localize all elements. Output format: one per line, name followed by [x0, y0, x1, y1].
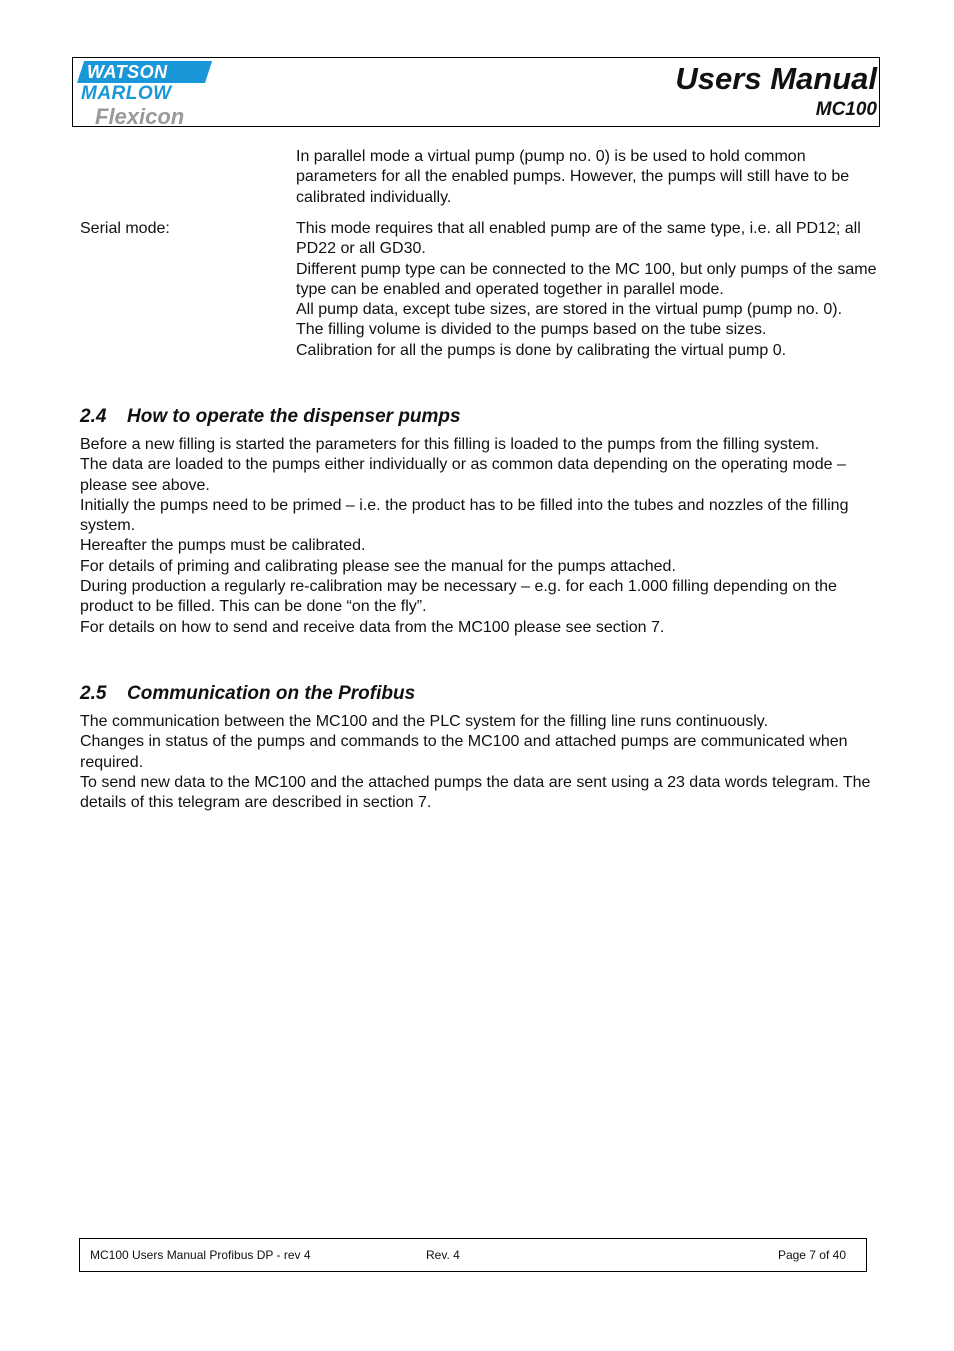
section-number: 2.5: [80, 683, 107, 704]
serial-line: All pump data, except tube sizes, are stored in the virtual pump (pump no. 0).: [296, 301, 843, 319]
paragraph: During production a regularly re-calibration may be necessary – e.g. for each 1.000 filling depending on the product to be filled. This can be done “on the fly”.: [80, 578, 837, 616]
section-number: 2.4: [80, 406, 107, 427]
serial-line: The filling volume is divided to the pumps based on the tube sizes.: [296, 321, 767, 339]
document-title: Users Manual: [675, 61, 877, 96]
section-2-4-body: [80, 435, 888, 638]
footer-document-name: MC100 Users Manual Profibus DP - rev 4: [90, 1248, 311, 1262]
page-header: [72, 57, 880, 127]
watson-marlow-logo: [77, 59, 217, 127]
section-2-5-body: [80, 712, 888, 813]
paragraph: The communication between the MC100 and the PLC system for the filling line runs continuously.: [80, 713, 769, 730]
section-title: How to operate the dispenser pumps: [127, 406, 461, 427]
serial-mode-label: Serial mode:: [80, 220, 170, 237]
footer-revision: Rev. 4: [426, 1248, 460, 1262]
paragraph: Hereafter the pumps must be calibrated.: [80, 537, 366, 555]
logo-watson-band: [77, 61, 205, 83]
paragraph: Initially the pumps need to be primed – i.e. the product has to be filled into the tubes and nozzles of the filling system.: [80, 496, 849, 535]
paragraph: Changes in status of the pumps and commands to the MC100 and attached pumps are communicated when required.: [80, 733, 848, 771]
paragraph: The data are loaded to the pumps either individually or as common data depending on the operating mode – please see above.: [80, 456, 846, 494]
paragraph: Before a new filling is started the parameters for this filling is loaded to the pumps from the filling system.: [80, 436, 820, 453]
serial-mode-description: [296, 219, 886, 361]
logo-flexicon-text: Flexicon: [95, 104, 185, 129]
serial-line: Calibration for all the pumps is done by calibrating the virtual pump 0.: [296, 341, 787, 359]
paragraph: For details of priming and calibrating please see the manual for the pumps attached.: [80, 557, 676, 575]
section-title: Communication on the Profibus: [127, 683, 416, 704]
paragraph: To send new data to the MC100 and the attached pumps the data are sent using a 23 data words telegram. The details of this telegram are described in section 7.: [80, 773, 871, 812]
serial-line: This mode requires that all enabled pump are of the same type, i.e. all PD12; all PD22 or all GD30.: [296, 220, 861, 258]
logo-marlow-text: MARLOW: [81, 83, 172, 104]
section-heading-2-4: [80, 405, 461, 429]
footer-page-number: Page 7 of 40: [777, 1248, 846, 1262]
document-subtitle: MC100: [815, 99, 877, 120]
serial-line: Different pump type can be connected to the MC 100, but only pumps of the same type can be enabled and operated together in parallel mode.: [296, 260, 877, 298]
page-footer: [79, 1238, 867, 1272]
section-heading-2-5: [80, 682, 415, 706]
paragraph: For details on how to send and receive data from the MC100 please see section 7.: [80, 618, 665, 636]
logo-watson-text: WATSON: [87, 62, 168, 82]
parallel-mode-text: In parallel mode a virtual pump (pump no. 0) is be used to hold common parameters for all the enabled pumps. However, the pumps will still have to be calibrated individually.: [296, 148, 850, 206]
